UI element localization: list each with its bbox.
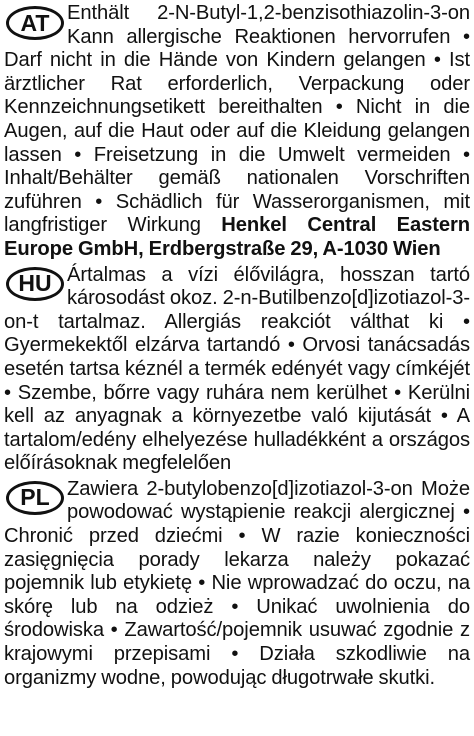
section-text-at [4, 2, 470, 262]
hazard-text-at: Enthält 2-N-Butyl-1,2-benzisothiazolin-3-on Kann allergische Reaktionen hervorrufen • Darf nicht in die Hände von Kindern gelangen • Ist ärztlicher Rat erforderlich, Verpackung oder Kennzeichnungsetikett bereithalten • Nicht in die Augen, auf die Haut oder auf die Kleidung gelangen lassen • Freisetzung in die Umwelt vermeiden • Inhalt/Behälter gemäß nationalen Vorschriften zuführen • Schädlich für Wasserorganismen, mit langfristiger Wirkung [4, 2, 470, 237]
section-at [4, 2, 470, 262]
section-text-hu [4, 264, 470, 476]
hazard-text-hu: Ártalmas a vízi élővilágra, hosszan tartó károsodást okoz. 2-n-Butilbenzo[d]izotiazol-3-on-t tartalmaz. Allergiás reakciót válthat ki • Gyermekektől elzárva tartandó • Orvosi tanácsadás esetén tartsa kéznél a termék edényét vagy címkéjét • Szembe, bőrre vagy ruhára nem kerülhet • Kerülni kell az anyagnak a környezetbe való kijutását • A tartalom/edény elhelyezése hulladékként a országos előírásoknak megfelelően [4, 263, 470, 475]
company-address: Henkel Central Eastern Europe GmbH, Erdbergstraße 29, A-1030 Wien [4, 214, 470, 260]
section-pl [4, 478, 470, 690]
country-badge-at: AT [6, 6, 64, 40]
section-text-pl [4, 478, 470, 690]
country-badge-pl: PL [6, 481, 64, 515]
section-hu [4, 264, 470, 476]
hazard-text-pl: Zawiera 2-butylobenzo[d]izotiazol-3-on Może powodować wystąpienie reakcji alergicznej • Chronić przed dziećmi • W razie konieczności zasięgnięcia porady lekarza należy pokazać pojemnik lub etykietę • Nie wprowadzać do oczu, na skórę lub na odzież • Unikać uwolnienia do środowiska • Zawartość/pojemnik usuwać zgodnie z krajowymi przepisami • Działa szkodliwie na organizmy wodne, powodując długotrwałe skutki. [4, 477, 470, 689]
country-badge-hu: HU [6, 267, 64, 301]
